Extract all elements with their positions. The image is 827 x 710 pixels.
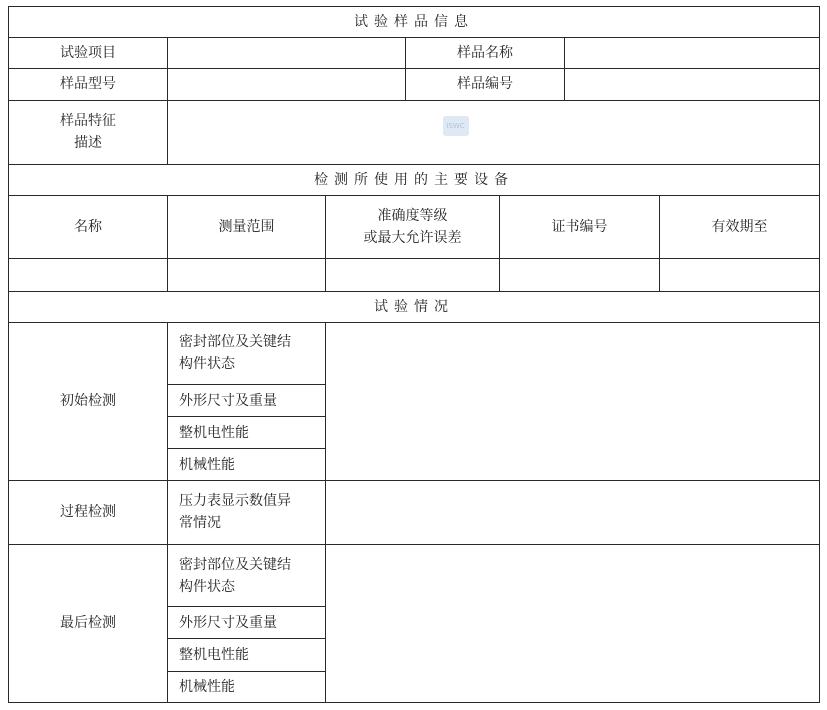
process-test-label: 过程检测 — [9, 480, 168, 544]
sample-number-value — [565, 69, 820, 100]
sample-model-value — [168, 69, 406, 100]
sample-model-label: 样品型号 — [9, 69, 168, 100]
equipment-col-expiry: 有效期至 — [660, 196, 820, 259]
final-item-seal: 密封部位及关键结 构件状态 — [168, 544, 326, 606]
equipment-cell — [9, 259, 168, 291]
sample-features-label: 样品特征 描述 — [9, 100, 168, 164]
equipment-col-range: 测量范围 — [168, 196, 326, 259]
final-test-label: 最后检测 — [9, 544, 168, 702]
sample-name-value — [565, 38, 820, 69]
final-item-dimensions: 外形尺寸及重量 — [168, 607, 326, 639]
equipment-col-certificate: 证书编号 — [500, 196, 660, 259]
test-record-table — [8, 6, 820, 703]
process-item-pressure: 压力表显示数值异 常情况 — [168, 480, 326, 544]
equipment-col-name: 名称 — [9, 196, 168, 259]
initial-item-mechanical: 机械性能 — [168, 449, 326, 480]
initial-item-dimensions: 外形尺寸及重量 — [168, 385, 326, 417]
equipment-cell — [500, 259, 660, 291]
equipment-cell — [326, 259, 500, 291]
sample-name-label: 样品名称 — [406, 38, 565, 69]
equipment-title: 检测所使用的主要设备 — [9, 164, 820, 195]
initial-item-electrical: 整机电性能 — [168, 417, 326, 449]
test-situation-title: 试验情况 — [9, 291, 820, 322]
initial-test-label: 初始检测 — [9, 322, 168, 480]
final-test-content — [326, 544, 820, 702]
equipment-cell — [168, 259, 326, 291]
sample-info-title: 试验样品信息 — [9, 7, 820, 38]
final-item-electrical: 整机电性能 — [168, 639, 326, 671]
equipment-cell — [660, 259, 820, 291]
final-item-mechanical: 机械性能 — [168, 671, 326, 702]
test-item-value — [168, 38, 406, 69]
test-item-label: 试验项目 — [9, 38, 168, 69]
process-test-content — [326, 480, 820, 544]
initial-item-seal: 密封部位及关键结 构件状态 — [168, 322, 326, 384]
initial-test-content — [326, 322, 820, 480]
equipment-col-accuracy: 准确度等级 或最大允许误差 — [326, 196, 500, 259]
watermark-logo: ISWC — [443, 116, 469, 136]
sample-features-value — [168, 100, 820, 164]
sample-number-label: 样品编号 — [406, 69, 565, 100]
